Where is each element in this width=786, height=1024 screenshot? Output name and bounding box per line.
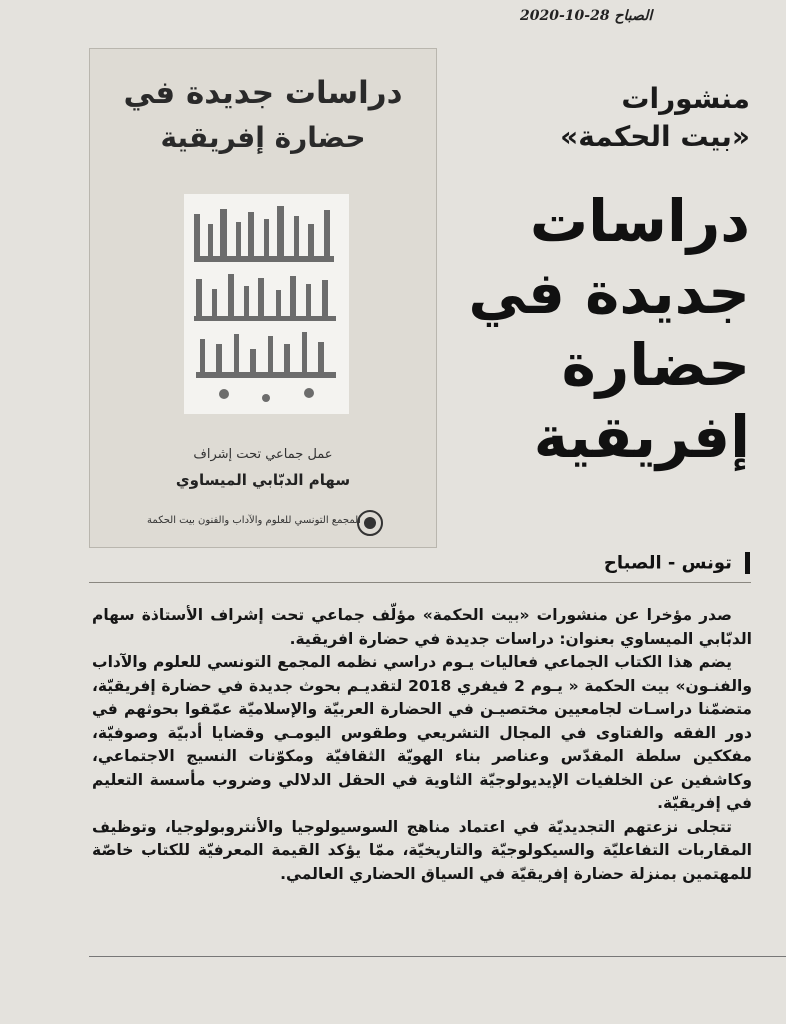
cover-calligraphy-art: [184, 194, 349, 414]
section-divider: [89, 582, 751, 583]
byline: [420, 552, 750, 580]
article-headline: دراسات جديدة في حضارة إفريقية: [468, 187, 750, 471]
article-paragraph: يضم هذا الكتاب الجماعي فعاليات يـوم دراسي نظمه المجمع التونسي للعلوم والآداب والفنـون» بيت الحكمة « يـوم 2 فيفري 2018 لتقديـم بحوث جديدة في حضارة إفريقيّة، متضمّنا دراسـات لجامعيين مختصيـن في الحضارة العربيّة والإسلاميّة عمّقوا بحوثهم في دور الفقه والفتاوى في المجال التشريعي وطقوس اليومـي وقضايا أدبيّة وصوفيّة، مفككين سلطة المقدّس وعناصر بناء الهويّة الثقافيّة ومكوّنات النسيج الاجتماعي، وكاشفين عن الخلفيات الإيديولوجيّة الثاوية في الحقل الدلالي وضروب مأسسة التعليم في إفريقيّة.: [92, 653, 752, 812]
cover-publisher: المجمع التونسي للعلوم والآداب والفنون بيت الحكمة: [147, 515, 361, 526]
article-paragraph: تتجلى نزعتهم التجديديّة في اعتماد مناهج السوسيولوجيا والأنتروبولوجيا، وتوظيف المقاربات التفاعليّة والسيكولوجيّة والتاريخيّة، ممّا يؤكد القيمة المعرفيّة للكتاب خاصّة للمهتمين بمنزلة حضارة إفريقيّة في السياق الحضاري العالمي.: [92, 817, 752, 883]
cover-title-line1: دراسات جديدة في: [123, 75, 403, 111]
kicker-line1: منشورات: [621, 82, 750, 115]
cover-editor-name: سهام الدبّابي الميساوي: [175, 471, 351, 489]
book-cover-image: [89, 48, 437, 548]
byline-text: تونس - الصباح: [603, 552, 732, 574]
article-body: [92, 604, 752, 886]
article-paragraph: صدر مؤخرا عن منشورات «بيت الحكمة» مؤلّف جماعي تحت إشراف الأستاذة سهام الدبّابي الميساوي بعنوان: دراسات جديدة في حضارة افريقية.: [92, 606, 752, 648]
byline-bar: [745, 552, 750, 574]
bottom-divider: [89, 956, 786, 957]
publisher-logo-icon: [356, 509, 384, 537]
cover-title-line2: حضارة إفريقية: [160, 121, 366, 154]
bleed-through-text: [60, 0, 780, 10]
dateline: الصباح 28-10-2020: [520, 8, 653, 24]
kicker-line2: «بيت الحكمة»: [560, 120, 750, 153]
article-kicker: [450, 80, 750, 156]
cover-subtitle: عمل جماعي تحت إشراف: [193, 447, 333, 462]
